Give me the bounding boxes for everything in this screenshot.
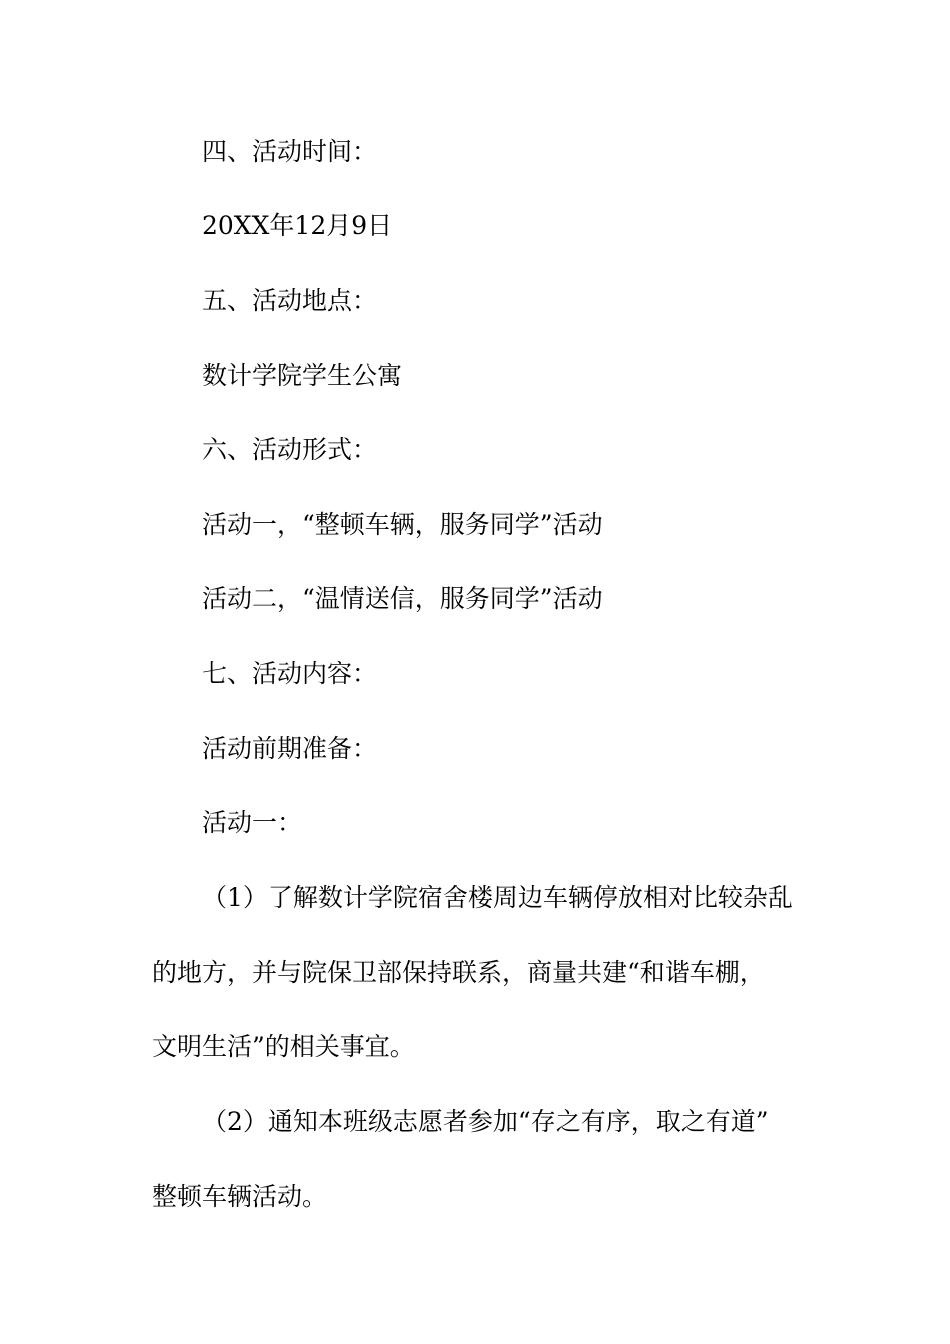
section-heading-content: 七、活动内容： (202, 659, 378, 688)
section-heading-format: 六、活动形式： (202, 435, 378, 464)
activity-location: 数计学院学生公寓 (202, 361, 403, 390)
section-heading-location: 五、活动地点： (202, 286, 378, 315)
item-1-line-2: 的地方，并与院保卫部保持联系，商量共建“和谐车棚， (152, 958, 765, 987)
item-2-line-1: （2）通知本班级志愿者参加“存之有序，取之有道” (202, 1107, 769, 1136)
section-heading-time: 四、活动时间： (202, 137, 378, 166)
activity-one-heading: 活动一： (202, 808, 303, 837)
item-1-line-1: （1）了解数计学院宿舍楼周边车辆停放相对比较杂乱 (202, 883, 793, 912)
activity-date: 20XX年12月9日 (202, 211, 393, 240)
preparation-heading: 活动前期准备： (202, 734, 378, 763)
activity-two-title: 活动二，“温情送信，服务同学”活动 (202, 584, 603, 613)
activity-one-title: 活动一，“整顿车辆，服务同学”活动 (202, 510, 603, 539)
item-1-line-3: 文明生活”的相关事宜。 (152, 1032, 415, 1061)
item-2-line-2: 整顿车辆活动。 (152, 1182, 328, 1211)
